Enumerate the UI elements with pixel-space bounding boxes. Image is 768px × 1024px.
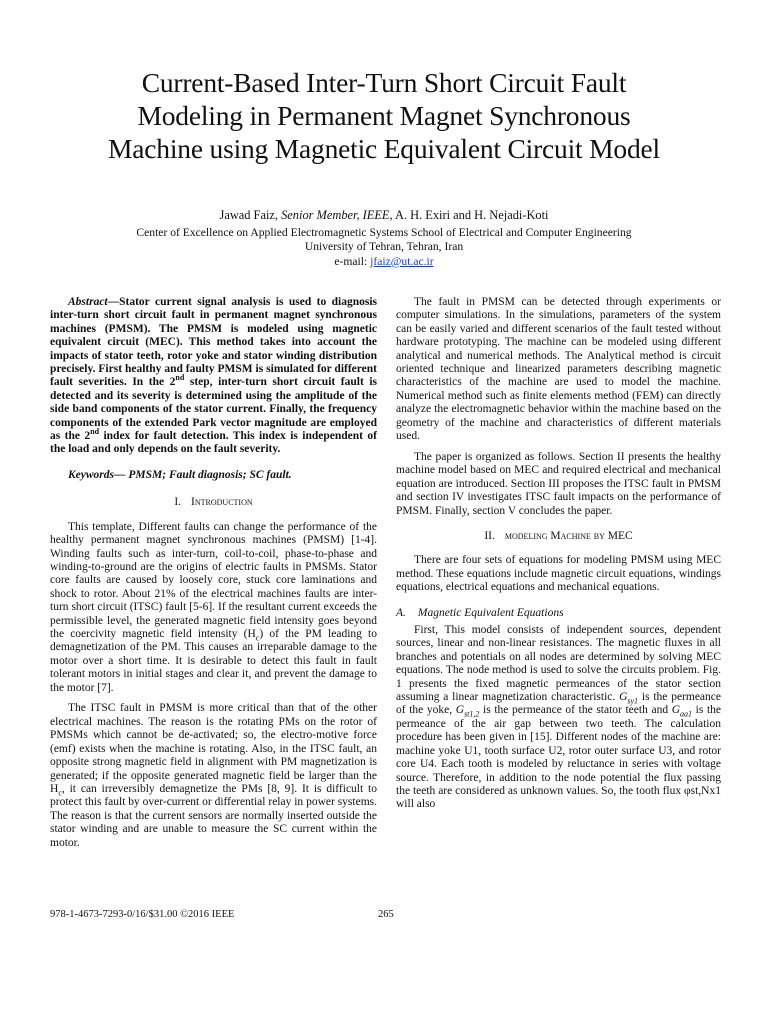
intro-p1-text: This template, Different faults can change the performance of the healthy permanent magnet synchronous machines (PMSM) [1-4]. Winding faults such as inter-turn, coil-to-coil, phase-to-phase and winding-to-ground are the origins of electric faults in PMSMs. Stator core faults are caused by loosely core, stuck core laminations and shock to rotor. About 21% of the electrical machines faults are inter-turn short circuit (ITSC) fault [5-6]. If the resultant current exceeds the permissible level, the generated magnetic field intensity goes beyond the coercivity magnetic field intensity (H xyxy=(50,520,377,640)
author-names xyxy=(30,208,738,223)
author-1-name: Jawad Faiz, xyxy=(219,208,278,222)
footer-isbn: 978-1-4673-7293-0/16/$31.00 ©2016 IEEE xyxy=(50,909,235,920)
right-column xyxy=(396,296,721,819)
abstract-label: Abstract xyxy=(68,296,108,308)
university: University of Tehran, Tehran, Iran xyxy=(304,240,464,253)
abstract-text-b: step, inter-turn short circuit fault is detected and its severity is determined using the amplitude of the side band components of the stator current. Finally, the frequency components of the extended Park vector magnitude are employed as the 2 xyxy=(50,376,377,443)
mec-text-c: is the permeance of the stator teeth and xyxy=(479,704,672,717)
abstract-text-c: index for fault detection. This index is independent of the load and only depends on the fault severity. xyxy=(50,430,377,456)
abstract-sup-a: nd xyxy=(175,373,185,383)
title-line-3: Machine using Magnetic Equivalent Circuit Model xyxy=(108,133,660,164)
subsection-a-heading xyxy=(396,607,721,620)
subsection-a-title: Magnetic Equivalent Equations xyxy=(417,606,564,619)
right-paragraph-2: The paper is organized as follows. Section II presents the healthy machine model based on MEC and required electrical and mechanical equation are introduced. Section III proposes the ITSC fault in PMSM and section IV investigates ITSC fault impacts on the performance of PMSM. Finally, section V concludes the paper. xyxy=(396,450,721,517)
section-1-number: I. xyxy=(174,496,182,509)
abstract-text-a: Stator current signal analysis is used to diagnosis inter-turn short circuit fault in permanent magnet synchronous machines (PMSM). The PMSM is modeled using magnetic equivalent circuit (MEC). This method takes into account the impacts of stator teeth, rotor yoke and stator winding distribution precisely. First healthy and faulty PMSM is simulated for different fault severities. In the 2 xyxy=(50,296,377,389)
mec-text-d: is the permeance of the air gap between two teeth. The calculation procedure has been given in [15]. Different nodes of the machine are: machine yoke U1, tooth surface U2, rotor outer surface U3, and rotor core U4. Each tooth is modeled by reluctance in series with voltage source. Therefore, in addition to the node potential the flux passing the teeth are considered as unknown values. So, the tooth flux φst,Nx1 will also xyxy=(396,704,721,811)
right-paragraph-1: The fault in PMSM can be detected through experiments or computer simulations. In the simulations, parameters of the system can be easily varied and different scenarios of the fault tested without hardware prototyping. The machine can be modeled using different analytical and numerical methods. The Analytical method is circuit oriented technique and linearized parameters describing magnetic characteristics of the machine are used to model the machine. Numerical method such as finite elements method (FEM) can directly analyze the electromagnetic behavior within the machine based on the geometry of the machine and characteristics of different materials used. xyxy=(396,296,721,443)
author-block xyxy=(30,208,738,269)
intro-p1-rest: ) of the PM leading to demagnetization of the PM. This causes an irreparable damage to the motor over a short time. It is desirable to detect this fault in fault tolerant motors in initial stages and clear it, and prevent the damage to the motor [7]. xyxy=(50,627,377,694)
author-1-title: Senior Member, IEEE xyxy=(281,208,390,222)
mec-g2: G xyxy=(455,704,465,717)
subsection-a-paragraph xyxy=(396,624,721,812)
intro-paragraph-1 xyxy=(50,521,377,695)
title-line-1: Current-Based Inter-Turn Short Circuit Fault xyxy=(141,67,627,98)
intro-p2-rest: , it can irreversibly demagnetize the PMs [8, 9]. It is difficult to protect this fault by over-current or differential relay in power systems. The reason is that the current sensors are normally inserted outside the stator winding and are unable to measure the SC current within the motor. xyxy=(50,782,377,849)
intro-paragraph-2 xyxy=(50,702,377,849)
page-number: 265 xyxy=(378,909,394,920)
mec-text-a: First, This model consists of independent sources, dependent sources, linear and non-linear resistances. The magnetic fluxes in all branches and potentials on all nodes are determined by solving MEC equations. The node method is used to solve the circuits problem. Fig. 1 presents the fixed magnetic permeances of the stator section assuming a linear magnetization characteristic. xyxy=(396,624,721,704)
abstract-dash: — xyxy=(107,296,120,308)
section-2-paragraph: There are four sets of equations for modeling PMSM using MEC method. These equations include magnetic circuit equations, windings equations, electrical equations and mechanical equations. xyxy=(396,554,721,594)
mec-g1: G xyxy=(619,691,628,704)
mec-text-b: is the permeance of the yoke, xyxy=(396,691,721,717)
section-2-title: modeling Machine by MEC xyxy=(504,530,633,542)
section-1-heading xyxy=(50,496,377,509)
mec-g1-sub: sy1 xyxy=(627,696,639,706)
email-link[interactable]: jfaiz@ut.ac.ir xyxy=(370,254,434,268)
mec-g2-sub: st1,2 xyxy=(464,709,480,719)
other-authors: , A. H. Exiri and H. Nejadi-Koti xyxy=(389,208,549,222)
keywords: Keywords— PMSM; Fault diagnosis; SC fault. xyxy=(68,468,292,481)
title-line-2: Modeling in Permanent Magnet Synchronous xyxy=(137,100,631,131)
subsection-a-number: A. xyxy=(396,606,406,619)
intro-p2-text: The ITSC fault in PMSM is more critical than that of the other electrical machines. The reason is the rotating PMs on the rotor of PMSMs which cannot be de-activated; so, the electro-motive force (emf) exists when the machine is rotating. Also, in the ITSC fault, an opposite strong magnetic field in alignment with PM magnetization is generated; if the opposite generated magnetic field be larger than the H xyxy=(50,702,377,795)
mec-g3-sub: aa1 xyxy=(680,709,693,719)
abstract xyxy=(50,296,377,457)
paper-title xyxy=(40,66,728,165)
intro-p2-sub: c xyxy=(58,788,62,798)
mec-g3: G xyxy=(671,704,681,717)
left-column xyxy=(50,296,377,857)
email-label: e-mail: xyxy=(334,254,371,268)
section-1-title: Introduction xyxy=(191,496,253,509)
intro-p1-sub: c xyxy=(255,633,260,643)
abstract-sup-b: nd xyxy=(90,427,100,437)
email-line xyxy=(30,255,738,270)
affiliation: Center of Excellence on Applied Electromagnetic Systems School of Electrical and Computer Engineering xyxy=(136,225,632,239)
section-2-number: II. xyxy=(484,530,495,542)
section-2-heading xyxy=(396,530,721,543)
